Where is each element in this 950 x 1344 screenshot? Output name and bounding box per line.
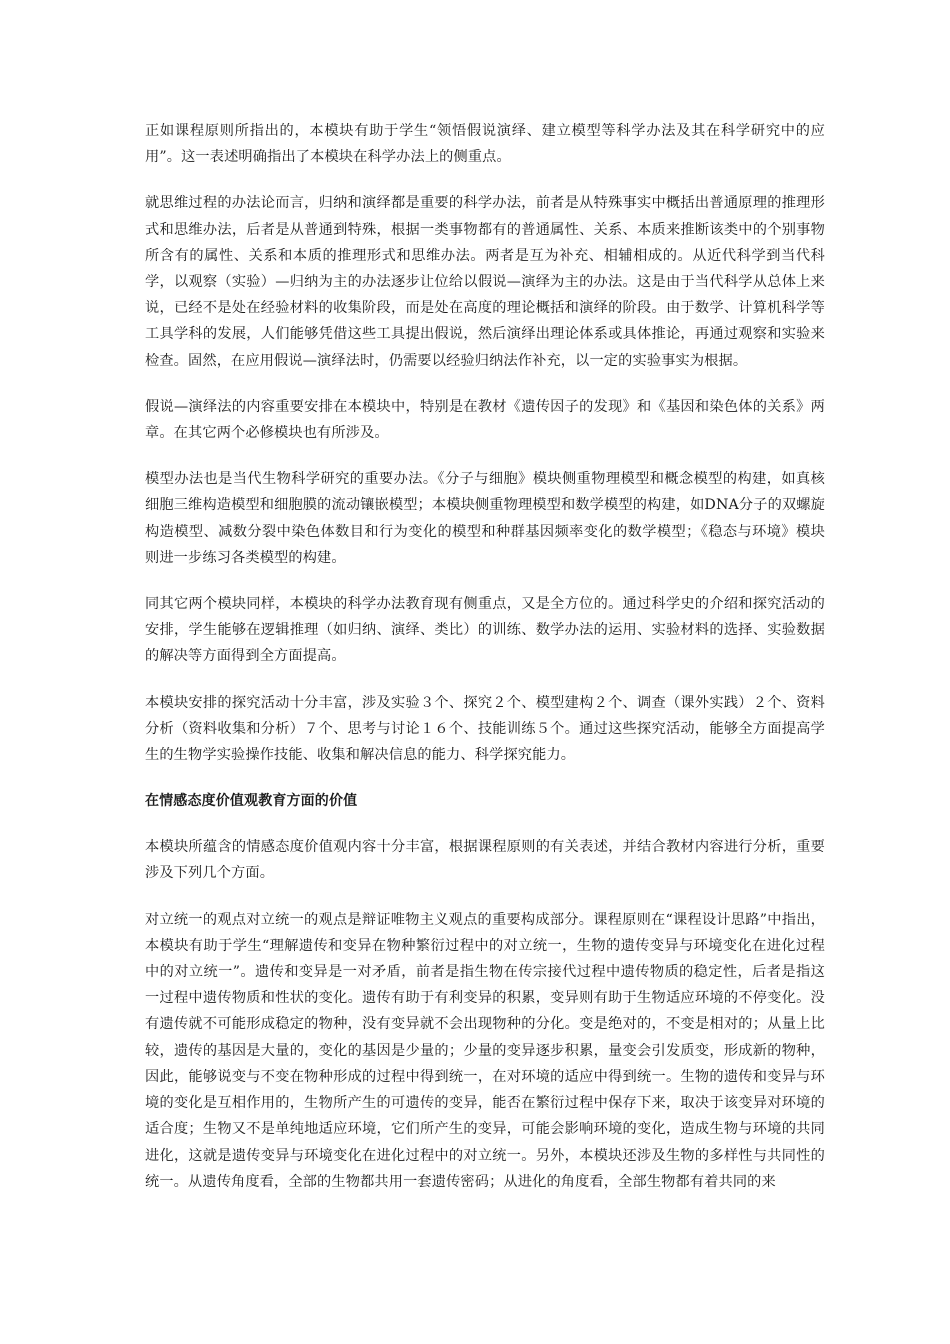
paragraph-unity-of-opposites: 对立统一的观点对立统一的观点是辩证唯物主义观点的重要构成部分。课程原则在“课程设计思路”中指出，本模块有助于学生“理解遗传和变异在物种繁衍过程中的对立统一，生物的遗传变异与环境变化在进化过程中的对立统一”。遗传和变异是一对矛盾，前者是指生物在传宗接代过程中遗传物质的稳定性，后者是指这一过程中遗传物质和性状的变化。遗传有助于有利变异的积累，变异则有助于生物适应环境的不停变化。没有遗传就不可能形成稳定的物种，没有变异就不会出现物种的分化。变是绝对的，不变是相对的；从量上比较，遗传的基因是大量的，变化的基因是少量的；少量的变异逐步积累，量变会引发质变，形成新的物种，因此，能够说变与不变在物种形成的过程中得到统一，在对环境的适应中得到统一。生物的遗传和变异与环境的变化是互相作用的，生物所产生的可遗传的变异，能否在繁衍过程中保存下来，取决于该变异对环境的适合度；生物又不是单纯地适应环境，它们所产生的变异，可能会影响环境的变化，造成生物与环境的共同进化，这就是遗传变异与环境变化在进化过程中的对立统一。另外，本模块还涉及生物的多样性与共同性的统一。从遗传角度看，全部的生物都共用一套遗传密码；从进化的角度看，全部生物都有着共同的来 — [145, 911, 825, 1190]
paragraph-induction-deduction: 就思维过程的办法论而言，归纳和演绎都是重要的科学办法，前者是从特殊事实中概括出普通原理的推理形式和思维办法，后者是从普通到特殊，根据一类事物都有的普通属性、关系、本质来推断该类中的个别事物所含有的属性、关系和本质的推理形式和思维办法。两者是互为补充、相辅相成的。从近代科学到当代科学，以观察（实验）—归纳为主的办法逐步让位给以假说—演绎为主的办法。这是由于当代科学从总体上来说，已经不是处在经验材料的收集阶段，而是处在高度的理论概括和演绎的阶段。由于数学、计算机科学等工具学科的发展，人们能够凭借这些工具提出假说，然后演绎出理论体系或具体推论，再通过观察和实验来检查。固然，在应用假说—演绎法时，仍需要以经验归纳法作补充，以一定的实验事实为根据。 — [145, 195, 825, 369]
document-page — [145, 118, 825, 1215]
paragraph-inquiry-activities: 本模块安排的探究活动十分丰富，涉及实验３个、探究２个、模型建构２个、调查（课外实践）２个、资料分析（资料收集和分析）７个、思考与讨论１６个、技能训练５个。通过这些探究活动，能够全方面提高学生的生物学实验操作技能、收集和解决信息的能力、科学探究能力。 — [145, 694, 825, 764]
section-heading: 在情感态度价值观教育方面的价值 — [145, 793, 358, 810]
paragraph-values-intro: 本模块所蕴含的情感态度价值观内容十分丰富，根据课程原则的有关表述，并结合教材内容进行分析，重要涉及下列几个方面。 — [145, 839, 825, 882]
paragraph-comprehensive-method: 同其它两个模块同样，本模块的科学办法教育现有侧重点，又是全方位的。通过科学史的介绍和探究活动的安排，学生能够在逻辑推理（如归纳、演绎、类比）的训练、数学办法的运用、实验材料的选择、实验数据的解决等方面得到全方面提高。 — [145, 596, 825, 665]
paragraph-scientific-method-focus: 正如课程原则所指出的，本模块有助于学生“领悟假说演绎、建立模型等科学办法及其在科学研究中的应用”。这一表述明确指出了本模块在科学办法上的侧重点。 — [145, 123, 825, 166]
paragraph-model-method: 模型办法也是当代生物科学研究的重要办法。《分子与细胞》模块侧重物理模型和概念模型的构建，如真核细胞三维构造模型和细胞膜的流动镶嵌模型；本模块侧重物理模型和数学模型的构建，如DNA分子的双螺旋构造模型、减数分裂中染色体数目和行为变化的模型和种群基因频率变化的数学模型；《稳态与环境》模块则进一步练习各类模型的构建。 — [145, 471, 825, 566]
paragraph-hypothesis-deduction: 假说—演绎法的内容重要安排在本模块中，特别是在教材《遗传因子的发现》和《基因和染色体的关系》两章。在其它两个必修模块也有所涉及。 — [145, 398, 825, 442]
